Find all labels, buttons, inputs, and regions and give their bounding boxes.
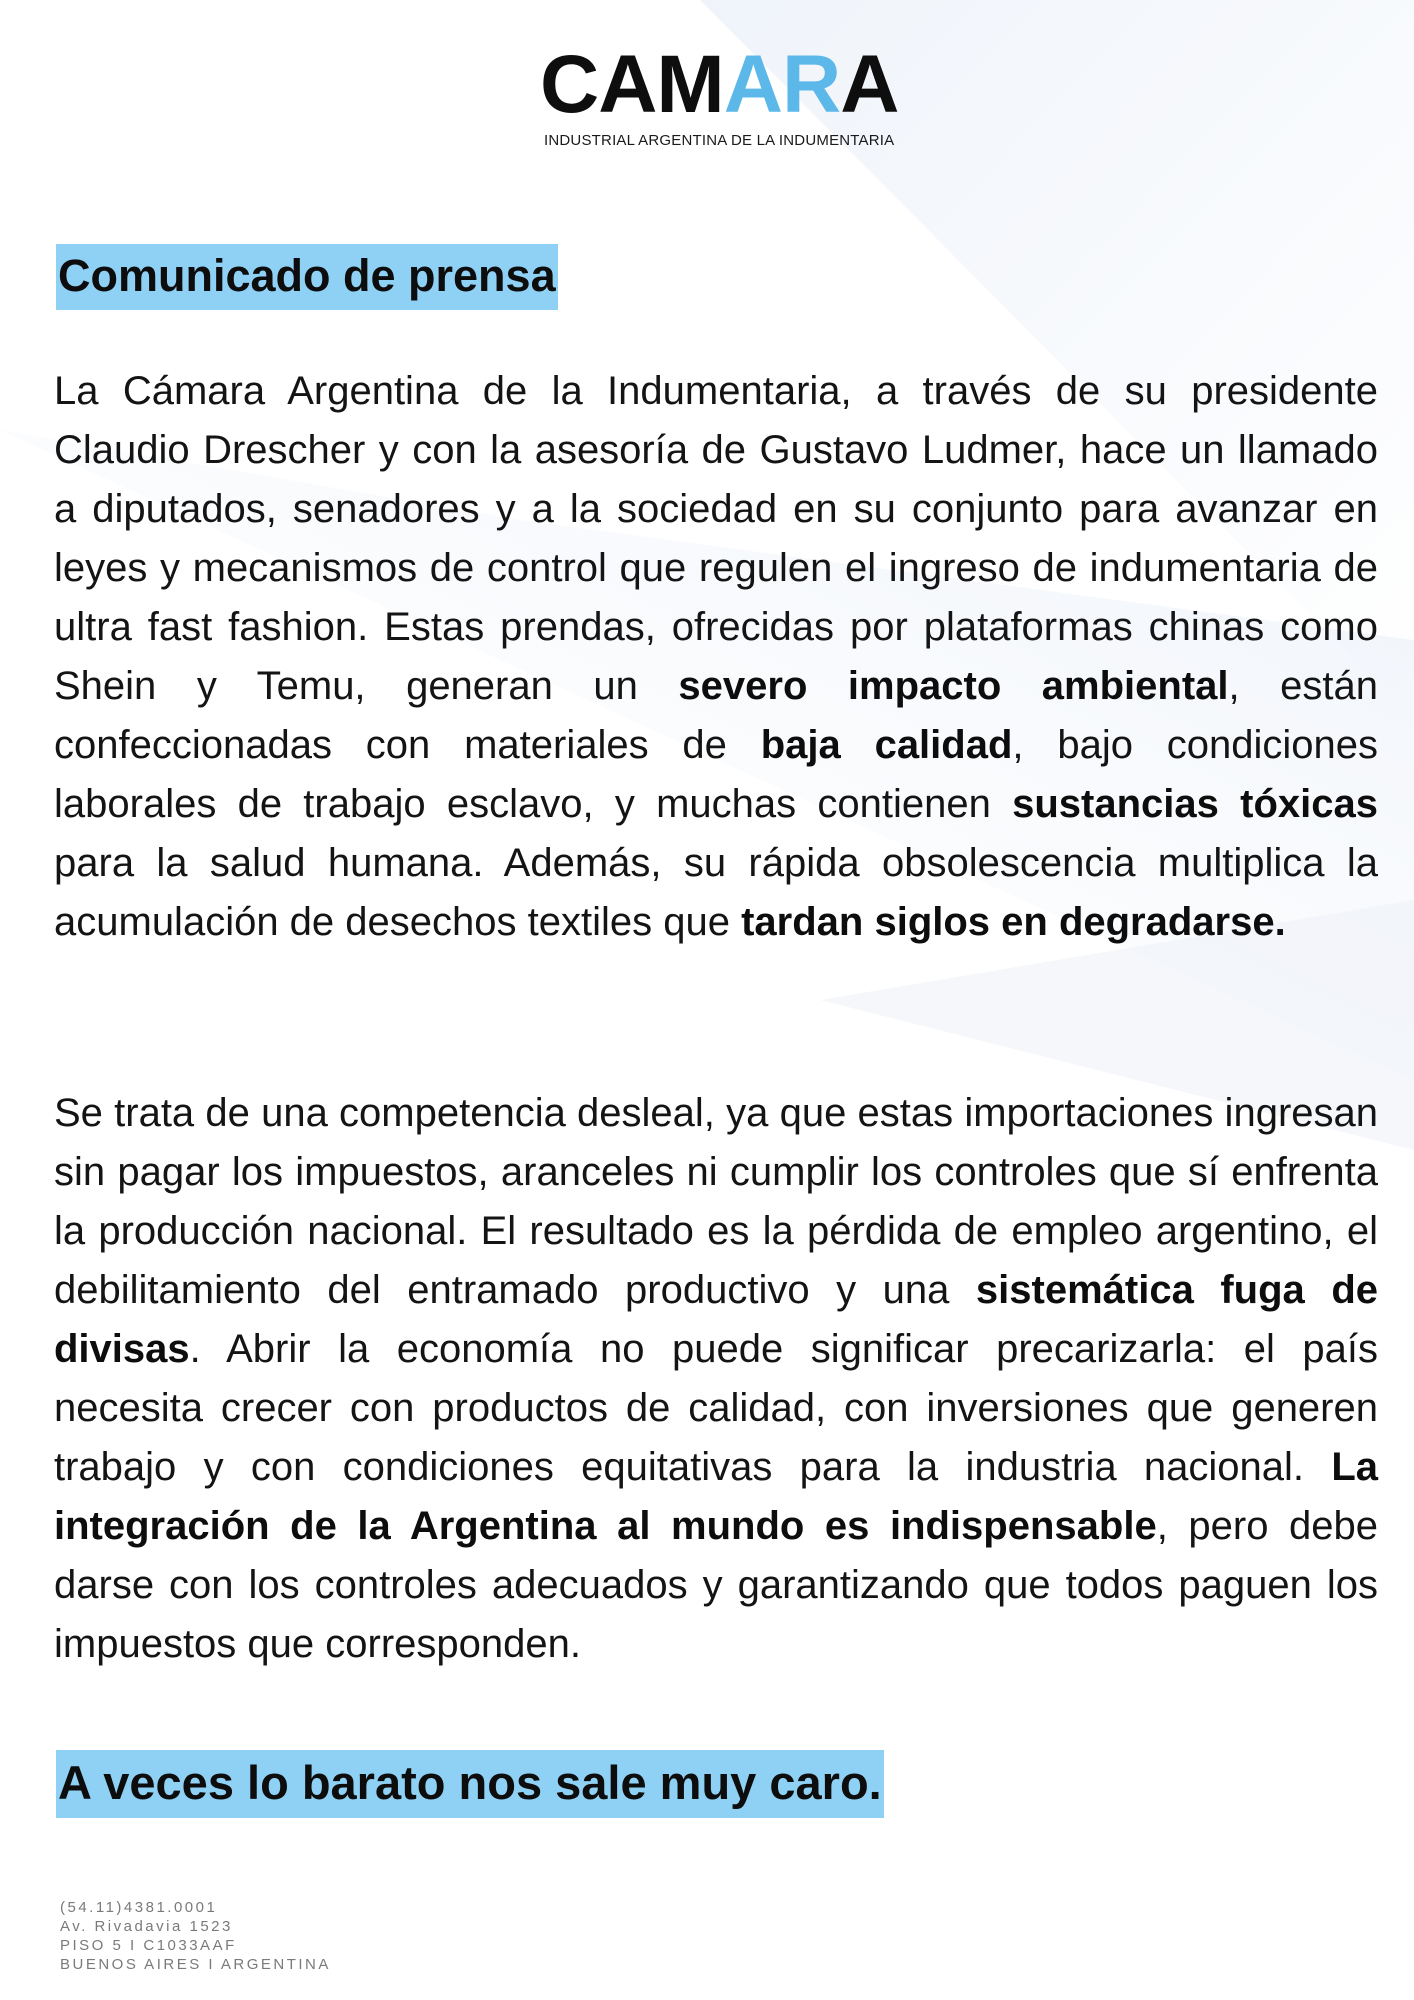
camara-logo — [540, 39, 920, 149]
p1-bold-3: sustancias tóxicas — [1012, 782, 1378, 826]
footer-city: BUENOS AIRES I ARGENTINA — [60, 1956, 331, 1973]
contact-footer — [60, 1898, 331, 1974]
logo-word-part1: CAM — [540, 39, 724, 130]
p1-text-3: , bajo condiciones laborales de trabajo esclavo, y muchas contienen — [54, 723, 1379, 826]
closing-statement-text: A veces lo barato nos sale muy caro. — [56, 1750, 884, 1818]
p1-text-1: La Cámara Argentina de la Indumentaria, a través de su presidente Claudio Drescher y con la asesoría de Gustavo Ludmer, hace un llamado a diputados, senadores y a la sociedad en su conjunto para avanzar en leyes y mecanismos de control que regulen el ingreso de indumentaria de ultra fast fashion. Estas prendas, ofrecidas por plataformas chinas como Shein y Temu, generan un — [54, 369, 1378, 708]
paragraph-1 — [54, 362, 1378, 952]
p1-text-4: para la salud humana. Además, su rápida obsolescencia multiplica la acumulación de desechos textiles que — [54, 841, 1378, 944]
footer-floor: PISO 5 I C1033AAF — [60, 1937, 237, 1954]
logo-word-part2: A — [840, 39, 899, 130]
footer-address: Av. Rivadavia 1523 — [60, 1918, 233, 1935]
p1-bold-2: baja calidad — [760, 723, 1013, 767]
p2-text-2: . Abrir la economía no puede significar precarizarla: el país necesita crecer con productos de calidad, con inversiones que generen trabajo y con condiciones equitativas para la industria nacional. — [54, 1327, 1378, 1489]
logo-word-accent: AR — [723, 39, 841, 130]
p1-bold-1: severo impacto ambiental — [678, 664, 1229, 708]
logo-wordmark — [540, 39, 920, 130]
p2-text-3: , pero debe darse con los controles adecuados y garantizando que todos paguen los impuestos que corresponden. — [54, 1504, 1378, 1666]
p1-text-2: , están confeccionadas con materiales de — [54, 664, 1378, 767]
page-title-text: Comunicado de prensa — [56, 244, 558, 310]
logo-subtitle: INDUSTRIAL ARGENTINA DE LA INDUMENTARIA — [544, 132, 895, 149]
p2-bold-1: sistemática fuga de divisas — [54, 1268, 1378, 1371]
footer-phone: (54.11)4381.0001 — [60, 1899, 218, 1916]
paragraph-2 — [54, 1084, 1378, 1674]
closing-statement — [56, 1750, 884, 1818]
p2-text-1: Se trata de una competencia desleal, ya que estas importaciones ingresan sin pagar los impuestos, aranceles ni cumplir los controles que sí enfrenta la producción nacional. El resultado es la pérdida de empleo argentino, el debilitamiento del entramado productivo y una — [54, 1091, 1378, 1312]
page-title — [56, 244, 558, 310]
p2-bold-2: La integración de la Argentina al mundo es indispensable — [54, 1445, 1378, 1548]
p1-bold-4: tardan siglos en degradarse. — [741, 900, 1286, 944]
